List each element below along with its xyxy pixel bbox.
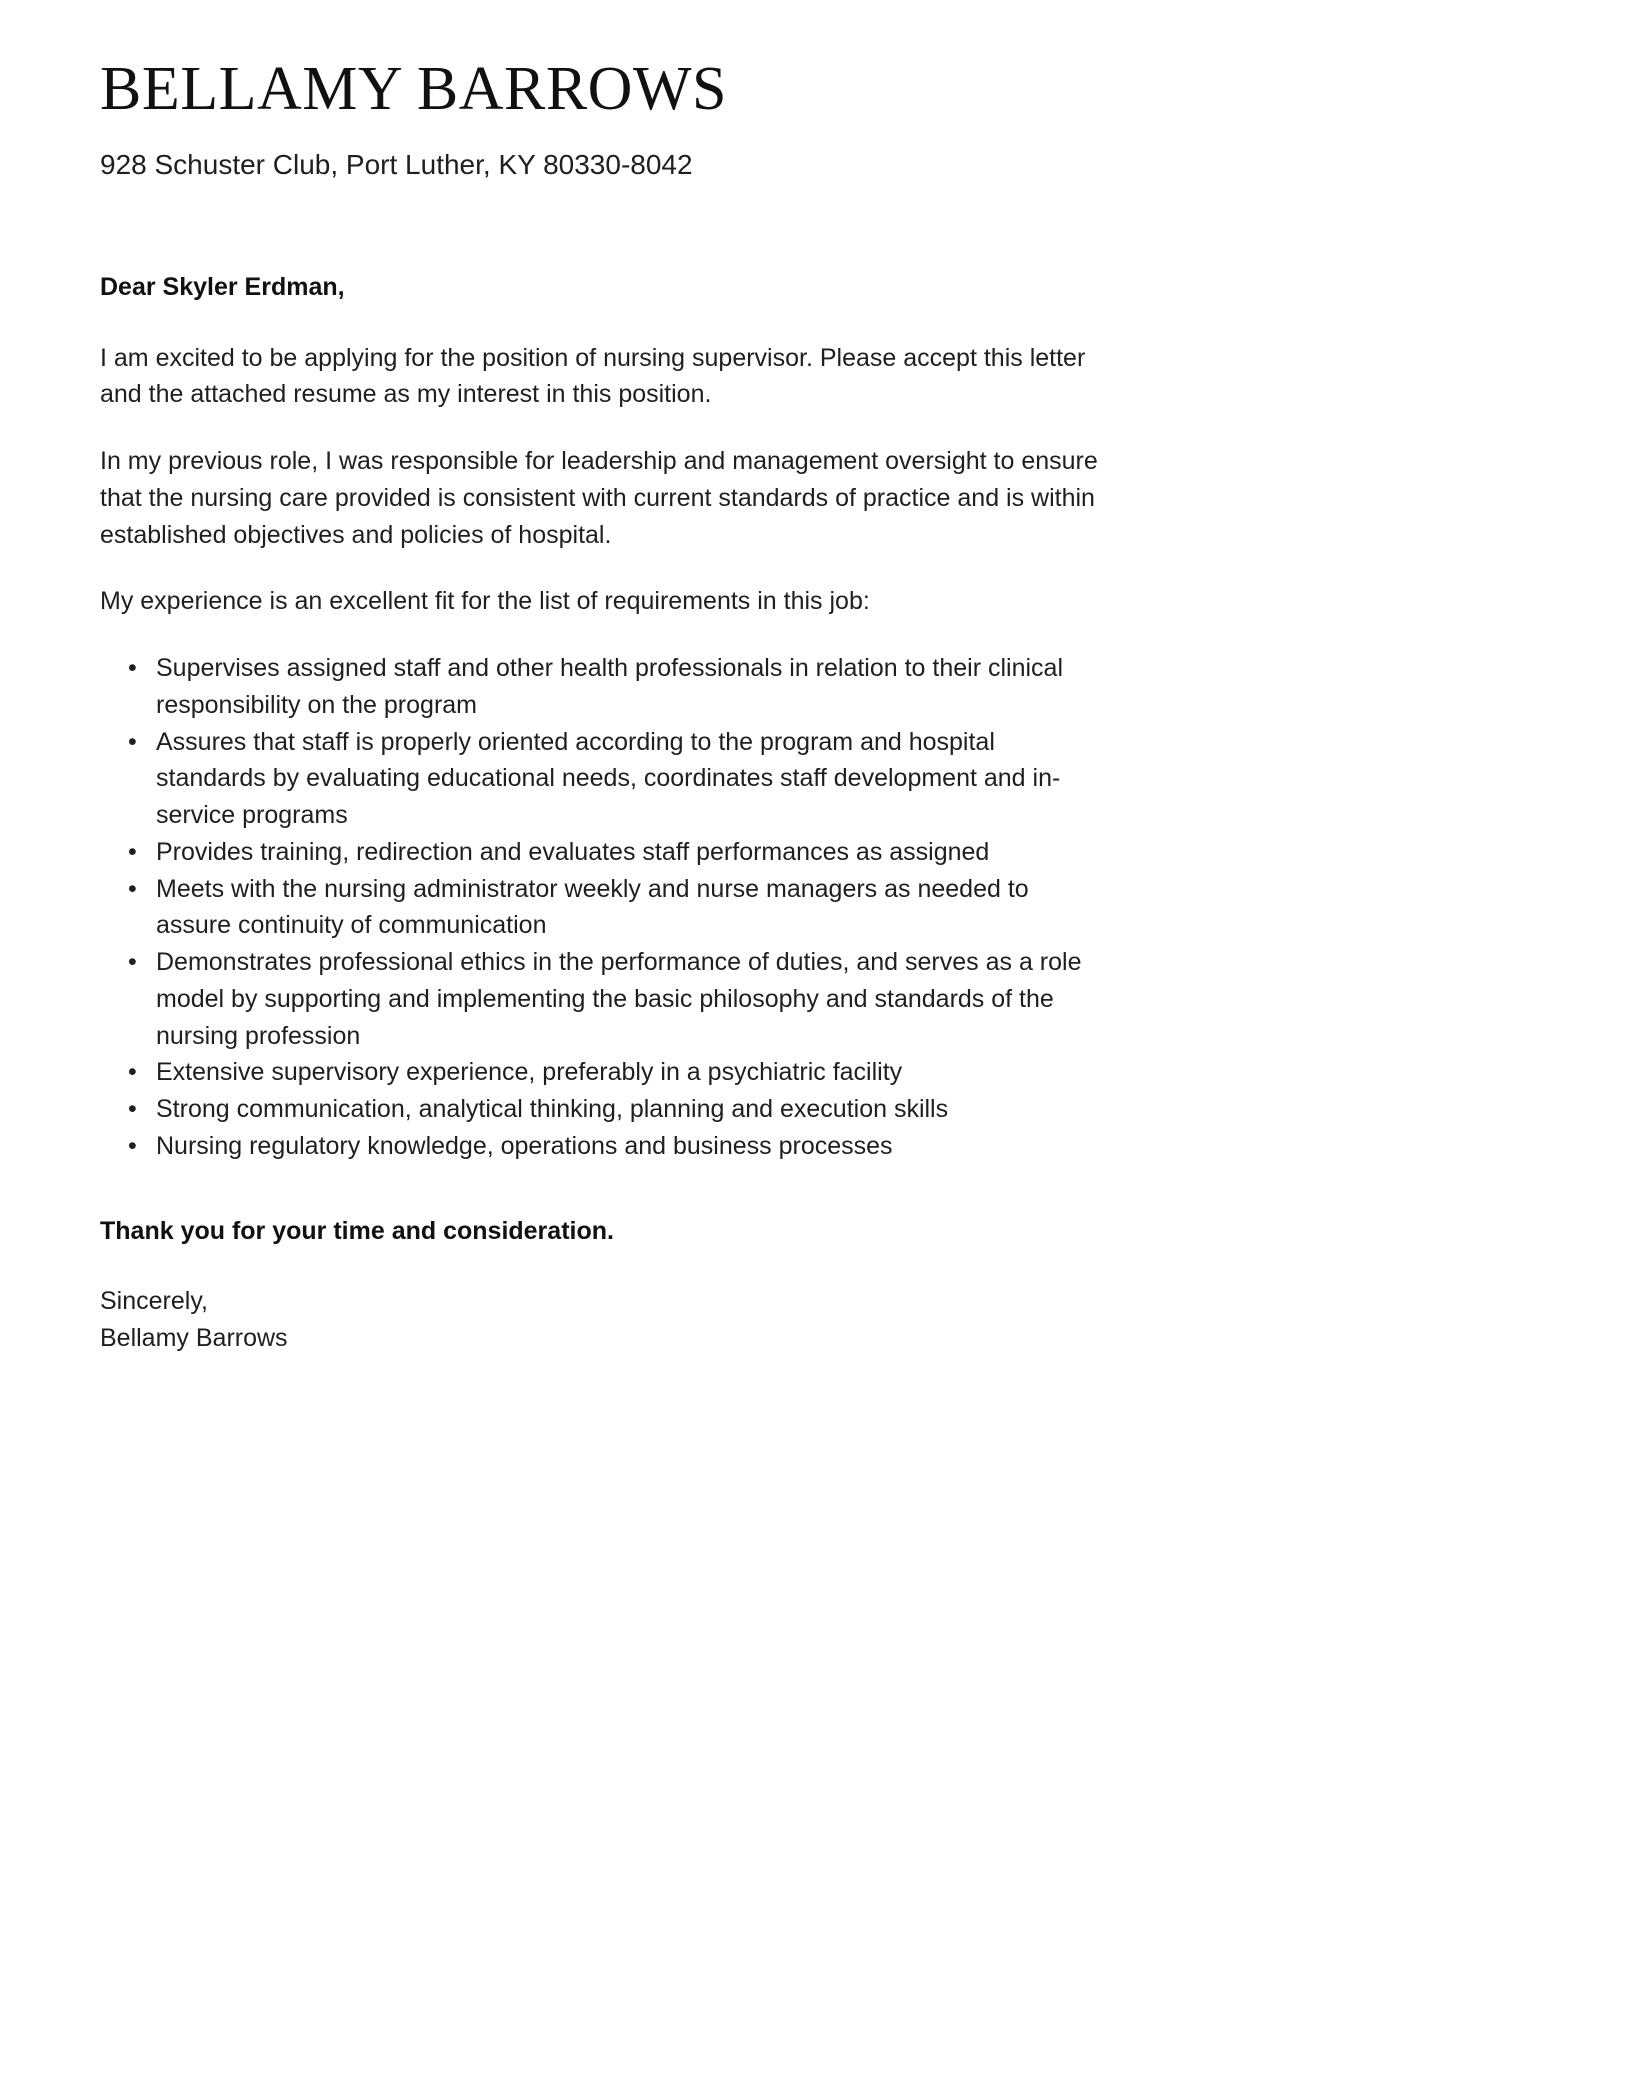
list-item-label: Strong communication, analytical thinking, planning and execution skills [156, 1095, 949, 1124]
list-item-label: Meets with the nursing administrator weekly and nurse managers as needed to assure continuity of communication [156, 874, 1029, 940]
list-item-label: Provides training, redirection and evaluates staff performances as assigned [156, 837, 990, 866]
signature-name: Bellamy Barrows [100, 1323, 288, 1352]
body-paragraph-experience: In my previous role, I was responsible for leadership and management oversight to ensure that the nursing care provided is consistent with current standards of practice and is within established objectives and policies of hospital. [100, 447, 1098, 549]
body-paragraph-intro: I am excited to be applying for the position of nursing supervisor. Please accept this letter and the attached resume as my interest in this position. [100, 343, 1086, 409]
signoff: Sincerely, [100, 1286, 208, 1315]
list-item [118, 871, 1100, 945]
bullet-icon: • [128, 837, 137, 866]
bullet-icon: • [128, 948, 137, 977]
bullet-icon: • [128, 654, 137, 683]
list-item-label: Demonstrates professional ethics in the performance of duties, and serves as a role model by supporting and implementing the basic philosophy and standards of the nursing profession [156, 948, 1082, 1050]
requirements-list [100, 650, 1100, 1165]
body-paragraph-requirements-intro: My experience is an excellent fit for the list of requirements in this job: [100, 587, 870, 616]
salutation: Dear Skyler Erdman, [100, 273, 345, 302]
list-item-label: Assures that staff is properly oriented according to the program and hospital standards by evaluating educational needs, coordinates staff development and in-service programs [156, 727, 1061, 830]
letter-body [100, 269, 1532, 1356]
list-item [118, 1091, 1100, 1128]
list-item [118, 1054, 1100, 1091]
list-item [118, 724, 1100, 834]
bullet-icon: • [128, 874, 137, 903]
list-item [118, 1128, 1100, 1165]
list-item-label: Extensive supervisory experience, preferably in a psychiatric facility [156, 1058, 903, 1087]
bullet-icon: • [128, 1131, 137, 1160]
list-item [118, 944, 1100, 1054]
bullet-icon: • [128, 727, 137, 756]
list-item-label: Nursing regulatory knowledge, operations and business processes [156, 1131, 893, 1160]
bullet-icon: • [128, 1095, 137, 1124]
letterhead [100, 56, 1532, 183]
page-title: BELLAMY BARROWS [100, 55, 727, 123]
list-item [118, 834, 1100, 871]
applicant-address: 928 Schuster Club, Port Luther, KY 80330-8042 [100, 148, 693, 180]
thank-you-line: Thank you for your time and consideration. [100, 1216, 614, 1245]
list-item [118, 650, 1100, 724]
list-item-label: Supervises assigned staff and other health professionals in relation to their clinical responsibility on the program [156, 654, 1064, 719]
bullet-icon: • [128, 1058, 137, 1087]
